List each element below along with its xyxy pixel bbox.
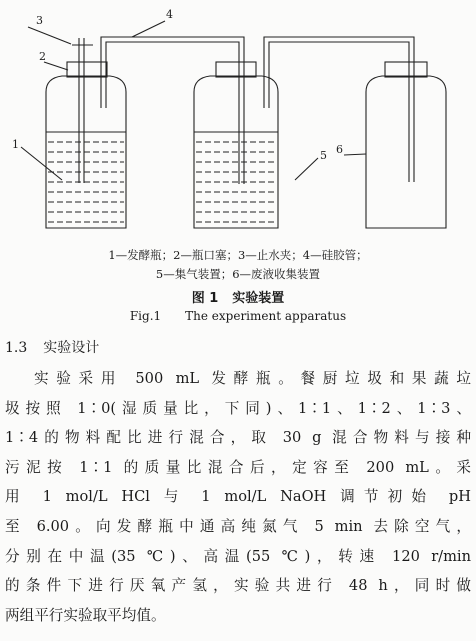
callout-5: 5 [320, 149, 327, 162]
body-paragraph [5, 364, 471, 630]
liquid-levels [48, 142, 276, 222]
callout-1: 1 [12, 138, 19, 151]
text-line: 的条件下进行厌氧产氢，实验共进行 48 h，同时做 [5, 577, 471, 595]
section-heading [5, 337, 99, 357]
waste-collection-bottle [366, 76, 446, 228]
sampling-tube [79, 38, 84, 183]
figure-legend-line-1: 1—发酵瓶；2—瓶口塞；3—止水夹；4—硅胶管； [108, 248, 368, 262]
text-line: 1∶4的物料配比进行混合，取 30 g 混合物料与接种 [5, 429, 471, 447]
text-line: 圾按照 1∶0(湿质量比，下同)、1∶1、1∶2、1∶3、 [5, 399, 471, 417]
figure-title-text: 实验装置 [232, 291, 285, 306]
section-number: 1.3 [5, 340, 28, 356]
silicone-tube-2 [264, 37, 414, 182]
text-line: 实验采用 500 mL 发酵瓶。餐厨垃圾和果蔬垃 [34, 370, 471, 387]
text-line: 至 6.00。向发酵瓶中通高纯氮气 5 min 去除空气， [5, 517, 471, 535]
bottle-stopper-3 [385, 62, 427, 77]
figure-caption-text: The experiment apparatus [185, 309, 347, 323]
callout-6: 6 [336, 143, 343, 156]
figure-title [0, 287, 476, 306]
bottle-stopper-2 [216, 62, 256, 77]
text-line: 用 1 mol/L HCl 与 1 mol/L NaOH 调节初始 pH [5, 488, 471, 506]
callout-2: 2 [39, 50, 46, 63]
callout-3: 3 [36, 14, 43, 27]
callout-4: 4 [166, 8, 173, 21]
text-line: 分别在中温(35 ℃)、高温(55 ℃)，转速 120 r/min [5, 547, 471, 565]
figure-legend-line-2: 5—集气装置；6—废液收集装置 [155, 267, 321, 281]
text-line: 污泥按 1∶1 的质量比混合后，定容至 200 mL。采 [5, 458, 471, 476]
figure-title-number: 图 1 [191, 291, 219, 306]
figure-caption-number: Fig.1 [129, 309, 162, 323]
text-line: 两组平行实验取平均值。 [5, 606, 166, 624]
section-title: 实验设计 [43, 340, 100, 356]
figure-caption-english [0, 309, 476, 323]
apparatus-diagram [0, 0, 476, 250]
